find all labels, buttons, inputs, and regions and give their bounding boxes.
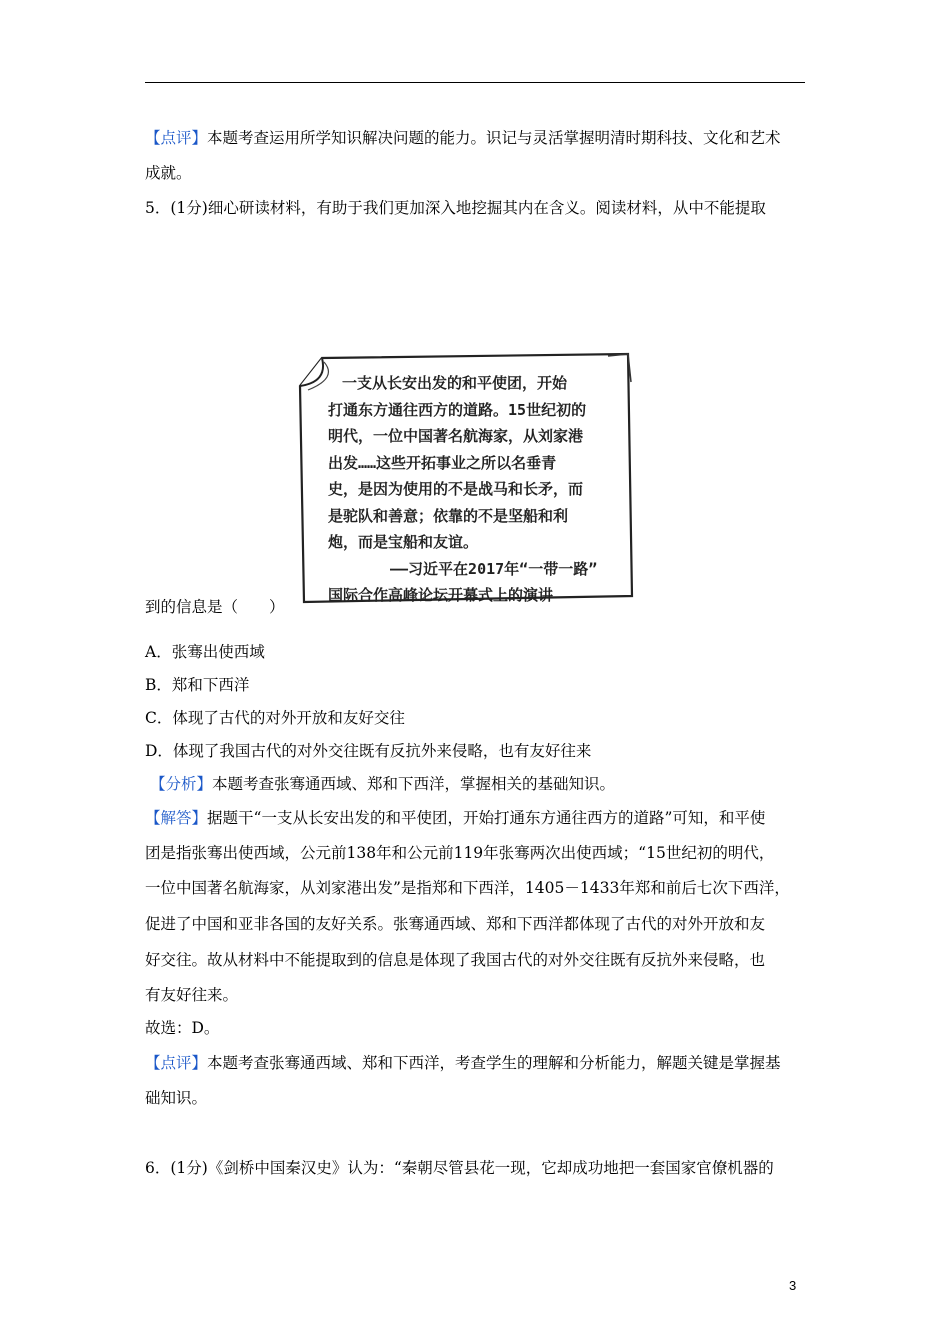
quote-figure	[298, 352, 636, 606]
answer-paragraph	[145, 808, 765, 828]
option-a: A．张骞出使西域	[145, 643, 265, 661]
page-number: 3	[789, 1278, 797, 1293]
answer-text-cont: 有友好往来。	[145, 986, 239, 1004]
analysis-tag: 【分析】	[150, 775, 213, 793]
quote-line: 是驼队和善意；依靠的不是坚船和利	[328, 506, 569, 525]
answer-choice: 故选：D。	[145, 1019, 220, 1037]
quote-source: 国际合作高峰论坛开幕式上的演讲	[328, 586, 554, 604]
answer-text-cont: 好交往。故从材料中不能提取到的信息是体现了我国古代的对外交往既有反抗外来侵略，也	[145, 951, 766, 969]
review-text: 本题考查运用所学知识解决问题的能力。识记与灵活掌握明清时期科技、文化和艺术	[207, 129, 781, 147]
review-tag: 【点评】	[145, 129, 208, 147]
question-6-stem: 6．(1分)《剑桥中国秦汉史》认为：“秦朝尽管县花一现，它却成功地把一套国家官僚机器的	[145, 1159, 774, 1177]
quote-line: 一支从长安出发的和平使团，开始	[342, 374, 568, 392]
answer-text-cont: 一位中国著名航海家，从刘家港出发”是指郑和下西洋，1405－1433年郑和前后七次下西洋，	[145, 879, 790, 897]
review-text-cont: 础知识。	[145, 1089, 208, 1107]
header-rule	[145, 82, 805, 83]
quote-source: ——习近平在2017年“一带一路”	[390, 559, 598, 578]
option-c: C．体现了古代的对外开放和友好交往	[145, 709, 405, 727]
quote-line: 史，是因为使用的不是战马和长矛，而	[328, 480, 584, 498]
analysis-paragraph	[150, 774, 615, 794]
question-5-stem: 5．(1分)细心研读材料，有助于我们更加深入地挖掘其内在含义。阅读材料，从中不能提取	[145, 199, 766, 217]
quote-text	[328, 370, 628, 609]
option-d: D．体现了我国古代的对外交往既有反抗外来侵略，也有友好往来	[145, 742, 592, 760]
answer-text-cont: 团是指张骞出使西域，公元前138年和公元前119年张骞两次出使西域；“15世纪初的明代，	[145, 844, 775, 862]
option-b: B．郑和下西洋	[145, 676, 250, 694]
answer-text: 据题干“一支从长安出发的和平使团，开始打通东方通往西方的道路”可知，和平使	[207, 809, 766, 827]
review-tag: 【点评】	[145, 1054, 208, 1072]
review-paragraph	[145, 1053, 781, 1073]
question-5-stem-cont: 到的信息是（ ）	[145, 598, 285, 616]
answer-text-cont: 促进了中国和亚非各国的友好关系。张骞通西域、郑和下西洋都体现了古代的对外开放和友	[145, 915, 766, 933]
review-paragraph	[145, 128, 781, 148]
quote-line: 炮，而是宝船和友谊。	[328, 533, 479, 551]
analysis-text: 本题考查张骞通西域、郑和下西洋，掌握相关的基础知识。	[212, 775, 616, 793]
answer-tag: 【解答】	[145, 809, 208, 827]
quote-line: 出发……这些开拓事业之所以名垂青	[328, 453, 557, 472]
quote-line: 明代，一位中国著名航海家，从刘家港	[328, 427, 584, 445]
quote-line: 打通东方通往西方的道路。15世纪初的	[328, 400, 587, 419]
review-text-cont: 成就。	[145, 164, 192, 182]
review-text: 本题考查张骞通西域、郑和下西洋，考查学生的理解和分析能力，解题关键是掌握基	[207, 1054, 781, 1072]
